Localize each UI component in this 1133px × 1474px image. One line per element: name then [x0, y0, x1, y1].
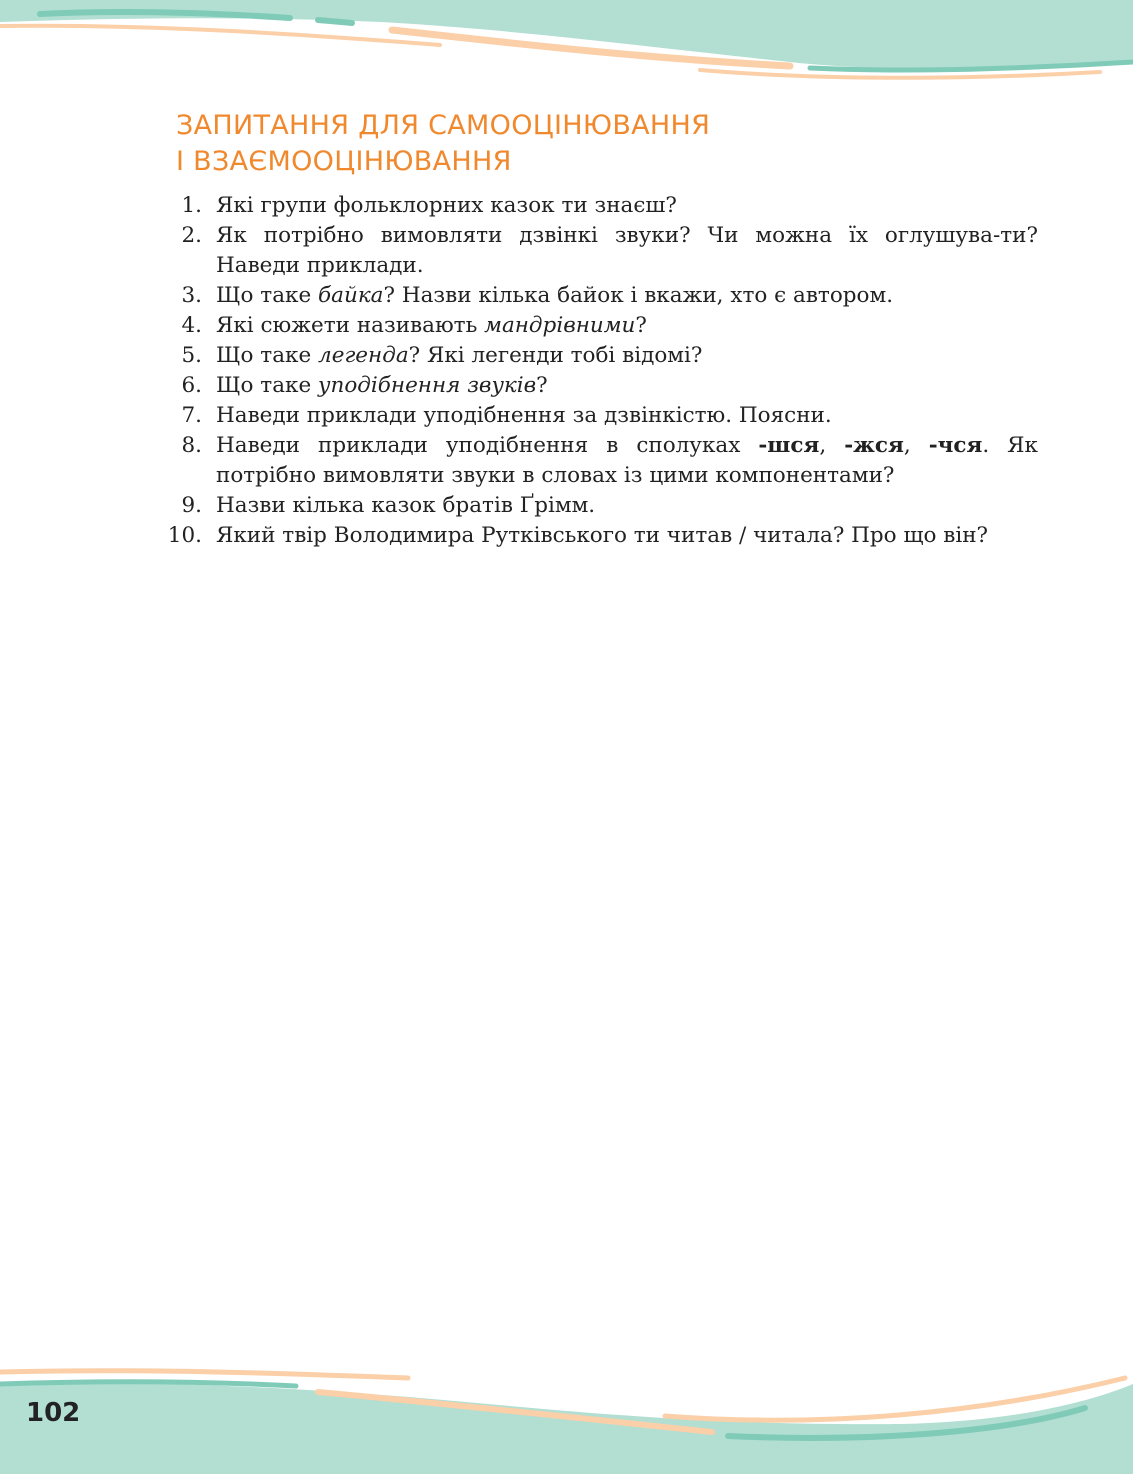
- question-number: 7.: [181, 403, 202, 428]
- question-text: [216, 281, 1038, 311]
- question-item: [160, 431, 1038, 491]
- question-item: [160, 521, 1038, 551]
- question-item: [160, 371, 1038, 401]
- question-number: 10.: [167, 523, 202, 548]
- question-text-part: ? Назви кілька байок і вкажи, хто є автором.: [383, 283, 894, 308]
- question-text-part: Що таке: [216, 343, 319, 368]
- question-term-italic: мандрівними: [484, 313, 636, 338]
- question-term-bold: -жся: [844, 433, 904, 458]
- question-text-part: Наведи приклади уподібнення в сполуках: [216, 433, 759, 458]
- page-number: 102: [26, 1398, 81, 1428]
- section-heading-line-2: І ВЗАЄМООЦІНЮВАННЯ: [176, 146, 512, 177]
- question-term-bold: -шся: [758, 433, 820, 458]
- question-item: [160, 281, 1038, 311]
- question-text-part: Наведи приклади уподібнення за дзвінкістю. Поясни.: [216, 403, 832, 428]
- question-item: [160, 191, 1038, 221]
- question-text-part: Що таке: [216, 373, 319, 398]
- top-wave-decoration: [0, 0, 1133, 95]
- question-text-part: Що таке: [216, 283, 319, 308]
- question-text: [216, 311, 1038, 341]
- section-heading-line-1: ЗАПИТАННЯ ДЛЯ САМООЦІНЮВАННЯ: [176, 110, 711, 141]
- question-text-part: Назви кілька казок братів Ґрімм.: [216, 493, 596, 518]
- question-item: [160, 401, 1038, 431]
- question-item: [160, 491, 1038, 521]
- question-text-part: Як потрібно вимовляти дзвінкі звуки? Чи можна їх оглушува-ти? Наведи приклади.: [216, 223, 1038, 278]
- question-term-italic: легенда: [318, 343, 409, 368]
- question-text: [216, 341, 1038, 371]
- question-text: [216, 431, 1038, 491]
- question-number: 9.: [181, 493, 202, 518]
- question-item: [160, 221, 1038, 281]
- question-number: 8.: [181, 433, 202, 458]
- question-text-part: ,: [819, 433, 845, 458]
- question-term-italic: байка: [318, 283, 384, 308]
- question-text-part: ?: [536, 373, 548, 398]
- question-text-part: Який твір Володимира Рутківського ти читав / читала? Про що він?: [216, 523, 989, 548]
- question-number: 2.: [181, 223, 202, 248]
- question-list: [160, 191, 1038, 551]
- question-number: 6.: [181, 373, 202, 398]
- question-item: [160, 341, 1038, 371]
- bottom-wave-decoration: [0, 1354, 1133, 1474]
- question-item: [160, 311, 1038, 341]
- question-text: [216, 221, 1038, 281]
- question-number: 3.: [181, 283, 202, 308]
- question-text-part: . Як потрібно вимовляти звуки в словах із цими компонентами?: [216, 433, 1038, 488]
- question-text-part: ? Які легенди тобі відомі?: [408, 343, 703, 368]
- section-heading: [176, 108, 1036, 180]
- question-text: [216, 401, 1038, 431]
- question-text: [216, 371, 1038, 401]
- question-text-part: ,: [903, 433, 929, 458]
- question-text: [216, 491, 1038, 521]
- question-text: [216, 191, 1038, 221]
- question-term-italic: уподібнення звуків: [318, 373, 537, 398]
- question-text-part: Які сюжети називають: [216, 313, 485, 338]
- question-term-bold: -чся: [928, 433, 983, 458]
- question-number: 1.: [181, 193, 202, 218]
- question-number: 4.: [181, 313, 202, 338]
- question-text: [216, 521, 1038, 551]
- question-number: 5.: [181, 343, 202, 368]
- question-text-part: Які групи фольклорних казок ти знаєш?: [216, 193, 677, 218]
- question-text-part: ?: [635, 313, 647, 338]
